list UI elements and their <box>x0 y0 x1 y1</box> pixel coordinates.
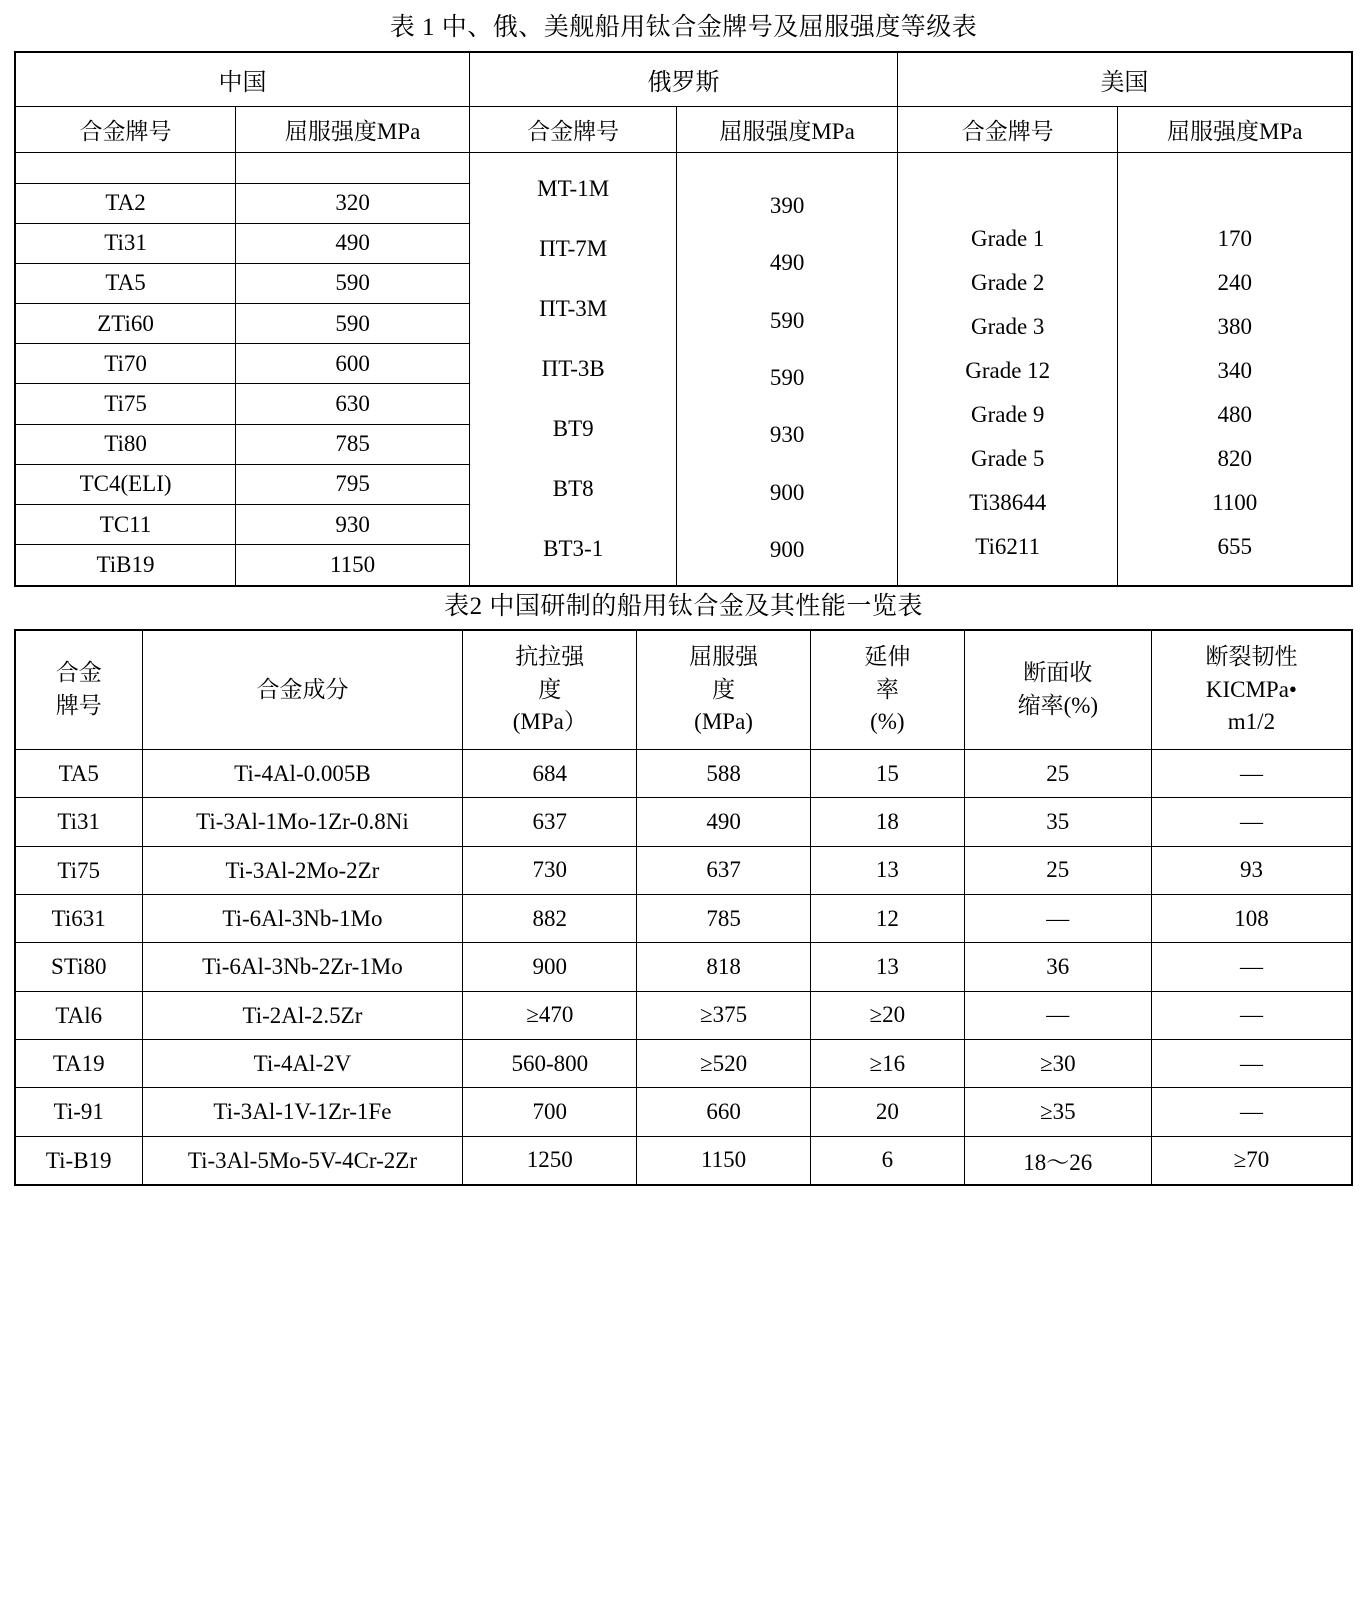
cell-reduction: — <box>964 895 1151 943</box>
list-item: 900 <box>769 479 805 505</box>
cell-elongation: 20 <box>810 1088 964 1136</box>
list-item: 380 <box>1217 314 1252 339</box>
list-item: 930 <box>769 422 805 448</box>
table-row <box>15 798 1352 846</box>
list-item: Ti6211 <box>975 534 1041 559</box>
table1-spacer-row <box>15 152 1352 183</box>
cell-reduction: — <box>964 991 1151 1039</box>
header-line: m1/2 <box>1227 709 1276 735</box>
subheader-ys-cn: 屈服强度MPa <box>236 106 470 152</box>
header-toughness <box>1151 630 1352 749</box>
list-item: 390 <box>769 192 805 218</box>
cell-grade: Ti70 <box>15 344 236 384</box>
cell-grade: Ti-91 <box>15 1088 142 1136</box>
cell-reduction: 18～26 <box>964 1136 1151 1185</box>
cell-grade: Ti-B19 <box>15 1136 142 1185</box>
header-line: KICMPa• <box>1205 676 1297 702</box>
list-item: ПT-3M <box>539 296 608 321</box>
cell-elongation: 18 <box>810 798 964 846</box>
cell-grade: TiB19 <box>15 545 236 586</box>
cell-yield: 590 <box>236 263 470 303</box>
header-line: 延伸 <box>864 644 911 669</box>
cell-composition: Ti-4Al-2V <box>142 1040 463 1088</box>
list-item: Grade 1 <box>970 226 1045 251</box>
cell-grade: TC11 <box>15 505 236 545</box>
cell-elongation: 13 <box>810 943 964 991</box>
cell-tensile: 684 <box>463 749 637 797</box>
header-yield <box>637 630 811 749</box>
cell-toughness: 93 <box>1151 846 1352 894</box>
list-item: Grade 2 <box>970 270 1045 295</box>
list-item: 340 <box>1217 358 1252 383</box>
cell-yield: 490 <box>637 798 811 846</box>
cell-grade: ZTi60 <box>15 304 236 344</box>
cell-tensile: 730 <box>463 846 637 894</box>
list-item: MT-1M <box>537 176 610 201</box>
cell-composition: Ti-3Al-1Mo-1Zr-0.8Ni <box>142 798 463 846</box>
table-row <box>15 943 1352 991</box>
usa-yield-column <box>1118 152 1352 586</box>
cell-yield: 630 <box>236 384 470 424</box>
cell-yield: 588 <box>637 749 811 797</box>
list-item: BT3-1 <box>543 536 604 561</box>
cell-elongation: 6 <box>810 1136 964 1185</box>
header-line: 牌号 <box>55 692 102 718</box>
cell-reduction: 25 <box>964 846 1151 894</box>
cell-elongation: 13 <box>810 846 964 894</box>
header-line: (MPa） <box>512 709 587 735</box>
header-line: 断裂韧性 <box>1205 644 1298 669</box>
russia-yield-column <box>677 152 898 586</box>
header-line: 度 <box>712 676 736 702</box>
cell-elongation: 15 <box>810 749 964 797</box>
cell-toughness: — <box>1151 798 1352 846</box>
table-row <box>15 1040 1352 1088</box>
cell-elongation: ≥20 <box>810 991 964 1039</box>
list-item: ПT-7M <box>539 236 608 261</box>
subheader-ys-ru: 屈服强度MPa <box>677 106 898 152</box>
cell-reduction: 25 <box>964 749 1151 797</box>
cell-grade: Ti75 <box>15 384 236 424</box>
table-row <box>15 1136 1352 1185</box>
header-line: 缩率(%) <box>1017 692 1099 718</box>
header-reduction <box>964 630 1151 749</box>
subheader-ys-us: 屈服强度MPa <box>1118 106 1352 152</box>
cell-grade: TAl6 <box>15 991 142 1039</box>
list-item: 655 <box>1217 534 1252 559</box>
list-item: Grade 5 <box>970 446 1045 471</box>
list-item: 240 <box>1217 270 1252 295</box>
cell-grade: TA2 <box>15 183 236 223</box>
list-item: 1100 <box>1212 490 1258 515</box>
header-line: (%) <box>870 709 905 735</box>
table2-title: 表2 中国研制的船用钛合金及其性能一览表 <box>444 592 923 620</box>
cell-yield: 590 <box>236 304 470 344</box>
cell-reduction: ≥30 <box>964 1040 1151 1088</box>
cell-composition: Ti-4Al-0.005B <box>142 749 463 797</box>
header-line: 抗拉强 <box>515 644 585 669</box>
cell-composition: Ti-2Al-2.5Zr <box>142 991 463 1039</box>
list-item: ПT-3B <box>541 356 605 381</box>
cell-grade: Ti31 <box>15 798 142 846</box>
cell-grade: Ti31 <box>15 223 236 263</box>
table-row <box>15 846 1352 894</box>
table-row <box>15 749 1352 797</box>
cell-composition: Ti-3Al-2Mo-2Zr <box>142 846 463 894</box>
header-line: 屈服强 <box>689 644 759 669</box>
header-line: 率 <box>875 676 899 702</box>
cell-tensile: 700 <box>463 1088 637 1136</box>
cell-grade: TC4(ELI) <box>15 464 236 504</box>
cell-tensile: 560-800 <box>463 1040 637 1088</box>
cell-toughness: — <box>1151 749 1352 797</box>
table-row <box>15 1088 1352 1136</box>
cell-yield: 1150 <box>236 545 470 586</box>
cell-composition: Ti-3Al-1V-1Zr-1Fe <box>142 1088 463 1136</box>
table1-subheader-row <box>15 106 1352 152</box>
cell-yield: 637 <box>637 846 811 894</box>
cell-yield: 785 <box>637 895 811 943</box>
cell-elongation: ≥16 <box>810 1040 964 1088</box>
header-line: 度 <box>538 676 562 702</box>
cell-grade: STi80 <box>15 943 142 991</box>
header-grade <box>15 630 142 749</box>
list-item: 590 <box>769 364 805 390</box>
list-item: 480 <box>1217 402 1252 427</box>
cell-composition: Ti-6Al-3Nb-1Mo <box>142 895 463 943</box>
cell-grade: TA5 <box>15 263 236 303</box>
header-line: 合金成分 <box>256 676 349 702</box>
spacer-cell <box>15 152 236 183</box>
cell-grade: Ti75 <box>15 846 142 894</box>
usa-grade-column <box>897 152 1118 586</box>
list-item: 170 <box>1217 226 1252 251</box>
cell-tensile: ≥470 <box>463 991 637 1039</box>
cell-tensile: 1250 <box>463 1136 637 1185</box>
cell-reduction: 36 <box>964 943 1151 991</box>
header-elongation <box>810 630 964 749</box>
table1-country-header-row <box>15 52 1352 107</box>
cell-reduction: 35 <box>964 798 1151 846</box>
header-line: 断面收 <box>1023 660 1093 686</box>
cell-toughness: — <box>1151 1088 1352 1136</box>
cell-toughness: ≥70 <box>1151 1136 1352 1185</box>
cell-toughness: — <box>1151 943 1352 991</box>
cell-grade: Ti631 <box>15 895 142 943</box>
cell-toughness: 108 <box>1151 895 1352 943</box>
table2 <box>14 629 1353 1186</box>
russia-grade-column <box>470 152 677 586</box>
header-tensile <box>463 630 637 749</box>
subheader-grade-cn: 合金牌号 <box>15 106 236 152</box>
table1-title: 表 1 中、俄、美舰船用钛合金牌号及屈服强度等级表 <box>389 14 978 41</box>
cell-yield: 320 <box>236 183 470 223</box>
header-composition <box>142 630 463 749</box>
cell-yield: 930 <box>236 505 470 545</box>
cell-yield: 660 <box>637 1088 811 1136</box>
cell-elongation: 12 <box>810 895 964 943</box>
list-item: 590 <box>769 307 805 333</box>
cell-tensile: 637 <box>463 798 637 846</box>
table-row <box>15 991 1352 1039</box>
cell-yield: 795 <box>236 464 470 504</box>
list-item: 490 <box>769 250 805 276</box>
cell-tensile: 900 <box>463 943 637 991</box>
list-item: BT9 <box>552 416 594 441</box>
subheader-grade-us: 合金牌号 <box>897 106 1118 152</box>
table2-header-row <box>15 630 1352 749</box>
list-item: Grade 3 <box>970 314 1045 339</box>
header-line: (MPa) <box>694 709 753 735</box>
cell-composition: Ti-3Al-5Mo-5V-4Cr-2Zr <box>142 1136 463 1185</box>
list-item: Grade 9 <box>970 402 1045 427</box>
cell-grade: Ti80 <box>15 424 236 464</box>
cell-toughness: — <box>1151 991 1352 1039</box>
list-item: 820 <box>1217 446 1252 471</box>
cell-composition: Ti-6Al-3Nb-2Zr-1Mo <box>142 943 463 991</box>
cell-grade: TA5 <box>15 749 142 797</box>
cell-yield: 818 <box>637 943 811 991</box>
country-header-china: 中国 <box>15 52 470 107</box>
cell-reduction: ≥35 <box>964 1088 1151 1136</box>
country-header-russia: 俄罗斯 <box>470 52 898 107</box>
cell-yield: ≥520 <box>637 1040 811 1088</box>
table1 <box>14 51 1353 587</box>
spacer-cell <box>236 152 470 183</box>
country-header-usa: 美国 <box>897 52 1352 107</box>
cell-tensile: 882 <box>463 895 637 943</box>
table-row <box>15 895 1352 943</box>
cell-yield: 600 <box>236 344 470 384</box>
list-item: 900 <box>769 537 805 563</box>
cell-yield: 490 <box>236 223 470 263</box>
cell-grade: TA19 <box>15 1040 142 1088</box>
header-line: 合金 <box>55 660 102 686</box>
list-item: Grade 12 <box>965 358 1051 383</box>
cell-yield: ≥375 <box>637 991 811 1039</box>
cell-toughness: — <box>1151 1040 1352 1088</box>
list-item: Ti38644 <box>969 490 1047 515</box>
cell-yield: 1150 <box>637 1136 811 1185</box>
list-item: BT8 <box>552 476 594 501</box>
cell-yield: 785 <box>236 424 470 464</box>
subheader-grade-ru: 合金牌号 <box>470 106 677 152</box>
